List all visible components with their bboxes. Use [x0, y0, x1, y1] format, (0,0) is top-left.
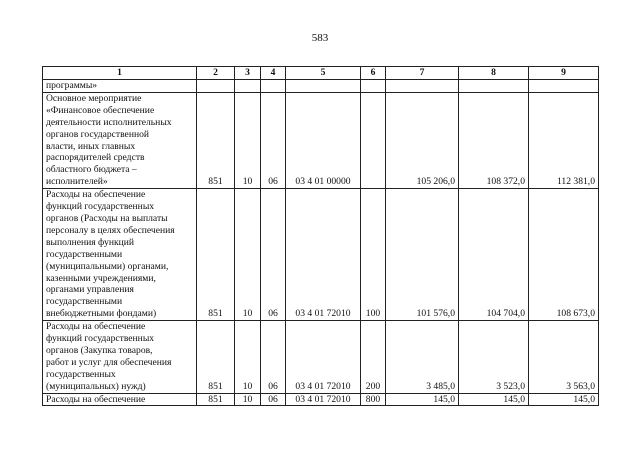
budget-table	[42, 66, 599, 406]
expense-type-cell: 800	[361, 393, 386, 406]
expense-name-line: государственными	[46, 296, 123, 308]
column-header: 1	[43, 67, 197, 80]
amount-cell: 108 673,0	[529, 189, 599, 321]
section-cell: 10	[235, 393, 261, 406]
expense-name-line: Расходы на обеспечение	[46, 393, 146, 405]
expense-type-cell	[361, 80, 386, 93]
target-article-cell	[286, 80, 361, 93]
target-article-cell: 03 4 01 72010	[286, 393, 361, 406]
expense-name-cell	[43, 393, 197, 406]
amount-cell	[529, 80, 599, 93]
expense-name-line: функций государственных	[46, 333, 155, 345]
section-cell: 10	[235, 321, 261, 393]
table-row	[43, 189, 599, 321]
amount-cell: 145,0	[386, 393, 459, 406]
column-header: 3	[235, 67, 261, 80]
expense-name-line: областного бюджета –	[46, 164, 137, 176]
expense-type-cell: 100	[361, 189, 386, 321]
amount-cell: 112 381,0	[529, 92, 599, 188]
admin-code-cell: 851	[197, 92, 235, 188]
expense-name-line: «Финансовое обеспечение	[46, 104, 155, 116]
target-article-cell: 03 4 01 72010	[286, 189, 361, 321]
expense-name-cell	[43, 189, 197, 321]
amount-cell: 145,0	[529, 393, 599, 406]
amount-cell: 3 485,0	[386, 321, 459, 393]
amount-cell	[386, 80, 459, 93]
amount-cell: 3 563,0	[529, 321, 599, 393]
expense-name-line: (муниципальных) нужд)	[46, 380, 146, 392]
expense-name-line: программы»	[46, 80, 98, 91]
column-header: 7	[386, 67, 459, 80]
amount-cell: 108 372,0	[459, 92, 529, 188]
expense-name-cell	[43, 92, 197, 188]
expense-name-line: деятельности исполнительных	[46, 116, 172, 128]
section-cell: 10	[235, 92, 261, 188]
column-header: 6	[361, 67, 386, 80]
expense-name-line: Расходы на обеспечение	[46, 321, 146, 333]
header-row	[43, 67, 599, 80]
expense-name-cell	[43, 321, 197, 393]
expense-type-cell: 200	[361, 321, 386, 393]
expense-name-line: выполнения функций	[46, 236, 135, 248]
expense-name-line: органов государственной	[46, 128, 150, 140]
expense-name-line: Расходы на обеспечение	[46, 189, 146, 201]
expense-name-line: казенными учреждениями,	[46, 272, 156, 284]
subsection-cell: 06	[261, 189, 286, 321]
expense-name-line: Основное мероприятие	[46, 92, 142, 104]
section-cell	[235, 80, 261, 93]
expense-name-line: органами управления	[46, 284, 134, 296]
amount-cell: 3 523,0	[459, 321, 529, 393]
target-article-cell: 03 4 01 00000	[286, 92, 361, 188]
amount-cell: 101 576,0	[386, 189, 459, 321]
expense-name-line: власти, иных главных	[46, 140, 136, 152]
table-row	[43, 321, 599, 393]
column-header: 9	[529, 67, 599, 80]
page-number: 583	[311, 32, 329, 44]
expense-name-line: персоналу в целях обеспечения	[46, 224, 175, 236]
expense-name-line: (муниципальными) органами,	[46, 260, 169, 272]
admin-code-cell: 851	[197, 321, 235, 393]
expense-name-line: распорядителей средств	[46, 152, 145, 164]
amount-cell: 145,0	[459, 393, 529, 406]
expense-name-line: органов (Расходы на выплаты	[46, 212, 168, 224]
subsection-cell: 06	[261, 321, 286, 393]
column-header: 8	[459, 67, 529, 80]
table-row	[43, 92, 599, 188]
expense-name-line: органов (Закупка товаров,	[46, 344, 153, 356]
expense-name-line: государственными	[46, 248, 123, 260]
expense-name-line: функций государственных	[46, 201, 155, 213]
amount-cell	[459, 80, 529, 93]
expense-name-line: внебюджетными фондами)	[46, 308, 157, 320]
expense-name-line: государственных	[46, 368, 116, 380]
admin-code-cell: 851	[197, 189, 235, 321]
column-header: 2	[197, 67, 235, 80]
expense-name-cell	[43, 80, 197, 93]
expense-name-line: работ и услуг для обеспечения	[46, 356, 172, 368]
table-row	[43, 80, 599, 93]
expense-type-cell	[361, 92, 386, 188]
subsection-cell: 06	[261, 393, 286, 406]
expense-name-line: исполнителей»	[46, 176, 108, 188]
amount-cell: 105 206,0	[386, 92, 459, 188]
amount-cell: 104 704,0	[459, 189, 529, 321]
column-header: 5	[286, 67, 361, 80]
subsection-cell: 06	[261, 92, 286, 188]
admin-code-cell	[197, 80, 235, 93]
subsection-cell	[261, 80, 286, 93]
section-cell: 10	[235, 189, 261, 321]
table-row	[43, 393, 599, 406]
admin-code-cell: 851	[197, 393, 235, 406]
target-article-cell: 03 4 01 72010	[286, 321, 361, 393]
column-header: 4	[261, 67, 286, 80]
